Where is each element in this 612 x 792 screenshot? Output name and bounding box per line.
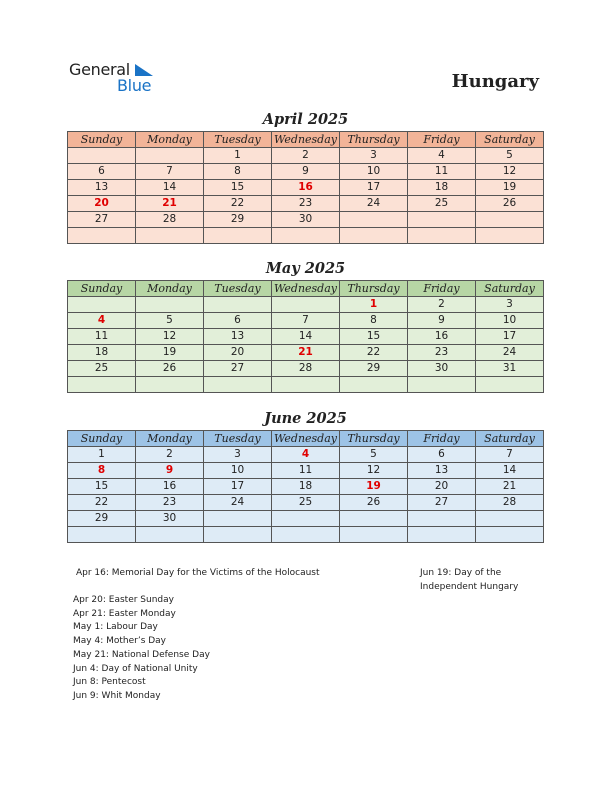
day-cell: 3 bbox=[340, 148, 408, 164]
month-june bbox=[67, 410, 544, 543]
week-row bbox=[68, 228, 544, 244]
day-cell: 25 bbox=[272, 495, 340, 511]
day-cell: 11 bbox=[68, 329, 136, 345]
holiday-day-cell: 9 bbox=[136, 463, 204, 479]
weekday-header-monday: Monday bbox=[136, 431, 204, 447]
empty-day-cell bbox=[272, 527, 340, 543]
week-row bbox=[68, 329, 544, 345]
month-title: June 2025 bbox=[264, 410, 347, 427]
weekday-header-friday: Friday bbox=[408, 132, 476, 148]
day-cell: 22 bbox=[204, 196, 272, 212]
day-cell: 5 bbox=[476, 148, 544, 164]
empty-day-cell bbox=[136, 297, 204, 313]
weekday-header-thursday: Thursday bbox=[340, 431, 408, 447]
day-cell: 2 bbox=[136, 447, 204, 463]
week-row bbox=[68, 463, 544, 479]
day-cell: 8 bbox=[204, 164, 272, 180]
logo-text-blue: Blue bbox=[117, 76, 152, 95]
day-cell: 6 bbox=[408, 447, 476, 463]
day-cell: 5 bbox=[340, 447, 408, 463]
weekday-header-tuesday: Tuesday bbox=[204, 281, 272, 297]
weekday-header-friday: Friday bbox=[408, 431, 476, 447]
day-cell: 15 bbox=[68, 479, 136, 495]
day-cell: 10 bbox=[340, 164, 408, 180]
holiday-note: Jun 4: Day of National Unity bbox=[73, 663, 198, 674]
empty-day-cell bbox=[408, 527, 476, 543]
logo-text-general: General bbox=[69, 60, 130, 79]
day-cell: 26 bbox=[340, 495, 408, 511]
day-cell: 8 bbox=[340, 313, 408, 329]
empty-day-cell bbox=[476, 212, 544, 228]
weekday-header-row bbox=[68, 132, 544, 148]
holiday-note-first bbox=[76, 567, 320, 581]
empty-day-cell bbox=[272, 511, 340, 527]
empty-day-cell bbox=[272, 377, 340, 393]
generalblue-logo bbox=[69, 60, 159, 96]
empty-day-cell bbox=[136, 228, 204, 244]
week-row bbox=[68, 527, 544, 543]
holiday-day-cell: 8 bbox=[68, 463, 136, 479]
day-cell: 6 bbox=[204, 313, 272, 329]
weekday-header-row bbox=[68, 431, 544, 447]
day-cell: 14 bbox=[476, 463, 544, 479]
day-cell: 9 bbox=[272, 164, 340, 180]
empty-day-cell bbox=[476, 377, 544, 393]
logo-flag-icon bbox=[135, 64, 155, 78]
weekday-header-saturday: Saturday bbox=[476, 431, 544, 447]
empty-day-cell bbox=[136, 527, 204, 543]
empty-day-cell bbox=[68, 148, 136, 164]
week-row bbox=[68, 511, 544, 527]
day-cell: 30 bbox=[408, 361, 476, 377]
day-cell: 14 bbox=[136, 180, 204, 196]
week-row bbox=[68, 196, 544, 212]
day-cell: 31 bbox=[476, 361, 544, 377]
holiday-note: May 1: Labour Day bbox=[73, 622, 158, 633]
empty-day-cell bbox=[68, 377, 136, 393]
day-cell: 30 bbox=[136, 511, 204, 527]
holiday-note: Apr 21: Easter Monday bbox=[73, 608, 176, 619]
holiday-notes-right bbox=[420, 567, 518, 594]
week-row bbox=[68, 479, 544, 495]
holiday-notes-list bbox=[73, 594, 210, 704]
day-cell: 28 bbox=[272, 361, 340, 377]
day-cell: 17 bbox=[340, 180, 408, 196]
day-cell: 1 bbox=[204, 148, 272, 164]
day-cell: 7 bbox=[272, 313, 340, 329]
weekday-header-saturday: Saturday bbox=[476, 281, 544, 297]
day-cell: 18 bbox=[408, 180, 476, 196]
week-row bbox=[68, 495, 544, 511]
day-cell: 19 bbox=[476, 180, 544, 196]
month-title: April 2025 bbox=[262, 111, 349, 128]
day-cell: 2 bbox=[272, 148, 340, 164]
day-cell: 4 bbox=[408, 148, 476, 164]
month-may bbox=[67, 260, 544, 393]
empty-day-cell bbox=[204, 511, 272, 527]
month-title: May 2025 bbox=[265, 260, 346, 277]
day-cell: 21 bbox=[476, 479, 544, 495]
empty-day-cell bbox=[204, 228, 272, 244]
weekday-header-wednesday: Wednesday bbox=[272, 132, 340, 148]
day-cell: 12 bbox=[476, 164, 544, 180]
weekday-header-monday: Monday bbox=[136, 132, 204, 148]
empty-day-cell bbox=[204, 297, 272, 313]
day-cell: 27 bbox=[204, 361, 272, 377]
day-cell: 28 bbox=[136, 212, 204, 228]
calendar-grid bbox=[67, 430, 544, 543]
day-cell: 9 bbox=[408, 313, 476, 329]
empty-day-cell bbox=[272, 297, 340, 313]
day-cell: 24 bbox=[476, 345, 544, 361]
weekday-header-monday: Monday bbox=[136, 281, 204, 297]
weekday-header-row bbox=[68, 281, 544, 297]
weekday-header-sunday: Sunday bbox=[68, 281, 136, 297]
day-cell: 30 bbox=[272, 212, 340, 228]
country-title: Hungary bbox=[451, 71, 539, 92]
week-row bbox=[68, 377, 544, 393]
empty-day-cell bbox=[272, 228, 340, 244]
day-cell: 1 bbox=[68, 447, 136, 463]
day-cell: 15 bbox=[204, 180, 272, 196]
holiday-note: Jun 8: Pentecost bbox=[73, 677, 146, 688]
day-cell: 13 bbox=[408, 463, 476, 479]
day-cell: 11 bbox=[272, 463, 340, 479]
empty-day-cell bbox=[68, 527, 136, 543]
empty-day-cell bbox=[68, 297, 136, 313]
holiday-day-cell: 19 bbox=[340, 479, 408, 495]
day-cell: 19 bbox=[136, 345, 204, 361]
empty-day-cell bbox=[204, 377, 272, 393]
day-cell: 10 bbox=[204, 463, 272, 479]
empty-day-cell bbox=[340, 212, 408, 228]
day-cell: 12 bbox=[340, 463, 408, 479]
holiday-day-cell: 4 bbox=[68, 313, 136, 329]
day-cell: 14 bbox=[272, 329, 340, 345]
empty-day-cell bbox=[408, 511, 476, 527]
week-row bbox=[68, 345, 544, 361]
day-cell: 25 bbox=[68, 361, 136, 377]
empty-day-cell bbox=[340, 377, 408, 393]
day-cell: 7 bbox=[136, 164, 204, 180]
weekday-header-thursday: Thursday bbox=[340, 281, 408, 297]
day-cell: 2 bbox=[408, 297, 476, 313]
holiday-note-line: Jun 19: Day of the bbox=[420, 568, 502, 578]
month-april bbox=[67, 111, 544, 244]
week-row bbox=[68, 148, 544, 164]
weekday-header-tuesday: Tuesday bbox=[204, 431, 272, 447]
holiday-day-cell: 21 bbox=[136, 196, 204, 212]
week-row bbox=[68, 180, 544, 196]
weekday-header-sunday: Sunday bbox=[68, 431, 136, 447]
day-cell: 22 bbox=[68, 495, 136, 511]
day-cell: 18 bbox=[272, 479, 340, 495]
weekday-header-thursday: Thursday bbox=[340, 132, 408, 148]
day-cell: 3 bbox=[204, 447, 272, 463]
week-row bbox=[68, 164, 544, 180]
day-cell: 26 bbox=[136, 361, 204, 377]
empty-day-cell bbox=[136, 377, 204, 393]
weekday-header-sunday: Sunday bbox=[68, 132, 136, 148]
day-cell: 20 bbox=[408, 479, 476, 495]
empty-day-cell bbox=[476, 511, 544, 527]
day-cell: 6 bbox=[68, 164, 136, 180]
holiday-note: Apr 16: Memorial Day for the Victims of the Holocaust bbox=[76, 568, 320, 578]
calendar-grid bbox=[67, 280, 544, 393]
day-cell: 16 bbox=[408, 329, 476, 345]
holiday-note: Jun 9: Whit Monday bbox=[73, 690, 161, 701]
day-cell: 24 bbox=[340, 196, 408, 212]
empty-day-cell bbox=[204, 527, 272, 543]
weekday-header-tuesday: Tuesday bbox=[204, 132, 272, 148]
day-cell: 3 bbox=[476, 297, 544, 313]
day-cell: 29 bbox=[68, 511, 136, 527]
week-row bbox=[68, 212, 544, 228]
day-cell: 29 bbox=[204, 212, 272, 228]
day-cell: 12 bbox=[136, 329, 204, 345]
day-cell: 15 bbox=[340, 329, 408, 345]
day-cell: 22 bbox=[340, 345, 408, 361]
weekday-header-wednesday: Wednesday bbox=[272, 431, 340, 447]
day-cell: 28 bbox=[476, 495, 544, 511]
empty-day-cell bbox=[68, 228, 136, 244]
day-cell: 25 bbox=[408, 196, 476, 212]
day-cell: 16 bbox=[136, 479, 204, 495]
empty-day-cell bbox=[340, 228, 408, 244]
holiday-note: May 21: National Defense Day bbox=[73, 649, 210, 660]
day-cell: 17 bbox=[204, 479, 272, 495]
day-cell: 27 bbox=[68, 212, 136, 228]
day-cell: 5 bbox=[136, 313, 204, 329]
day-cell: 23 bbox=[408, 345, 476, 361]
weekday-header-saturday: Saturday bbox=[476, 132, 544, 148]
day-cell: 13 bbox=[68, 180, 136, 196]
holiday-note: May 4: Mother’s Day bbox=[73, 636, 167, 647]
holiday-day-cell: 20 bbox=[68, 196, 136, 212]
day-cell: 20 bbox=[204, 345, 272, 361]
empty-day-cell bbox=[408, 377, 476, 393]
week-row bbox=[68, 447, 544, 463]
week-row bbox=[68, 313, 544, 329]
holiday-day-cell: 1 bbox=[340, 297, 408, 313]
day-cell: 23 bbox=[136, 495, 204, 511]
day-cell: 13 bbox=[204, 329, 272, 345]
empty-day-cell bbox=[476, 228, 544, 244]
holiday-day-cell: 21 bbox=[272, 345, 340, 361]
day-cell: 27 bbox=[408, 495, 476, 511]
day-cell: 17 bbox=[476, 329, 544, 345]
empty-day-cell bbox=[340, 527, 408, 543]
day-cell: 10 bbox=[476, 313, 544, 329]
day-cell: 11 bbox=[408, 164, 476, 180]
day-cell: 18 bbox=[68, 345, 136, 361]
holiday-note: Apr 20: Easter Sunday bbox=[73, 595, 174, 605]
empty-day-cell bbox=[408, 212, 476, 228]
calendar-grid bbox=[67, 131, 544, 244]
empty-day-cell bbox=[340, 511, 408, 527]
day-cell: 29 bbox=[340, 361, 408, 377]
day-cell: 23 bbox=[272, 196, 340, 212]
day-cell: 7 bbox=[476, 447, 544, 463]
day-cell: 24 bbox=[204, 495, 272, 511]
holiday-day-cell: 4 bbox=[272, 447, 340, 463]
holiday-note-line: Independent Hungary bbox=[420, 581, 519, 592]
weekday-header-wednesday: Wednesday bbox=[272, 281, 340, 297]
empty-day-cell bbox=[408, 228, 476, 244]
empty-day-cell bbox=[476, 527, 544, 543]
week-row bbox=[68, 361, 544, 377]
week-row bbox=[68, 297, 544, 313]
day-cell: 26 bbox=[476, 196, 544, 212]
holiday-day-cell: 16 bbox=[272, 180, 340, 196]
empty-day-cell bbox=[136, 148, 204, 164]
weekday-header-friday: Friday bbox=[408, 281, 476, 297]
